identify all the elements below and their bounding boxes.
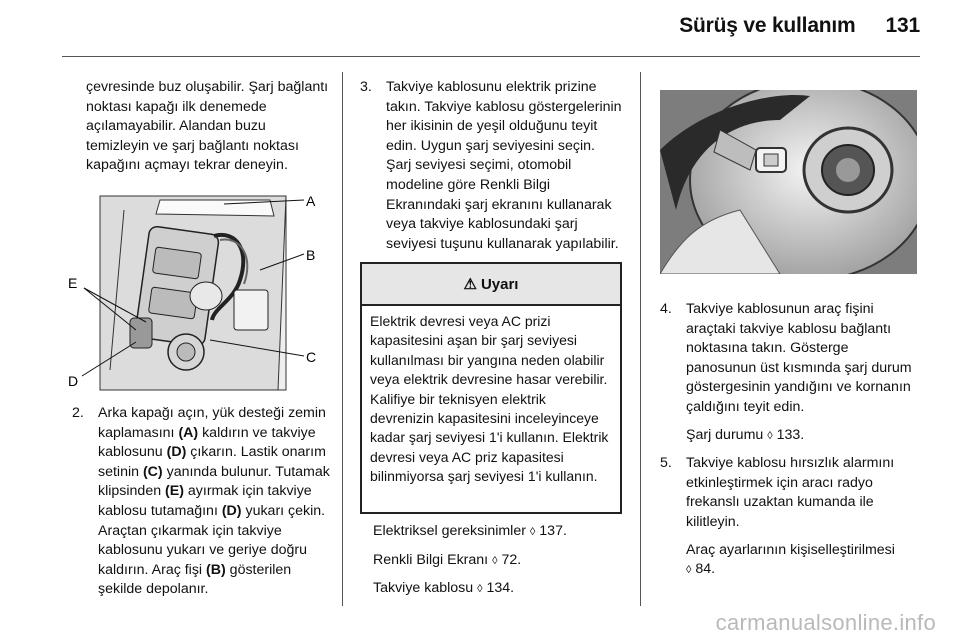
step-3 [360,78,622,254]
charge-cord-storage-illustration [64,190,330,396]
column-divider-1 [342,72,343,606]
header-rule [62,56,920,57]
column-3 [660,300,922,581]
page-ref-icon: ◊ [686,564,692,577]
column-1 [72,78,330,176]
section-title: Sürüş ve kullanım [679,14,856,37]
figure-label-c: C [306,349,317,365]
watermark: carmanualsonline.info [715,610,936,635]
ref-charge-cord[interactable]: Takviye kablosu ◊ 134. [373,580,515,597]
page-ref-icon: ◊ [767,429,773,442]
figure-label-b: B [306,247,316,263]
warning-header [362,264,620,306]
column-divider-2 [640,72,641,606]
ref-charge-status[interactable]: Şarj durumu ◊ 133. [686,426,805,443]
step-3-number: 3. [360,79,372,95]
page-header [679,14,920,38]
warning-text: Elektrik devresi veya AC prizi kapasitesini aşan bir şarj seviyesi kullanılması bir yangına neden olabilir veya elektrik devresine hasar verebilir. Kalifiye bir teknisyen elektrik devrenizin kapasitesini inceleyinceye kadar şarj seviyesi 1'i kullanın. Elektrik devresi veya AC priz kapasitesi bilinmiyorsa şarj seviyesi 1'i kullanın. [370,313,609,485]
warning-triangle-icon: ⚠ [463,276,477,293]
page-number: 131 [885,14,920,37]
step-5-text: Takviye kablosu hırsızlık alarmını etkinleştirmek için aracı radyo frekanslı uzaktan kumanda ile kilitleyin. [686,455,895,530]
cross-references [373,522,567,608]
charge-port-photo [660,90,917,274]
step-2-number: 2. [72,405,84,421]
step-4-text: Takviye kablosunun araç fişini araçtaki takviye kablosu bağlantı noktasına takın. Gösterge panosunun üst kısmında şarj durum göstergesinin yandığını ve kornanın çaldığını teyit edin. [686,301,912,415]
intro-paragraph: çevresinde buz oluşabilir. Şarj bağlantı noktası kapağı ilk denemede açılamayabilir. Alandan buzu temizleyin ve şarj bağlantı noktası kapağını açmayı tekrar deneyin. [86,79,329,174]
ref-color-info-display[interactable]: Renkli Bilgi Ekranı ◊ 72. [373,551,522,568]
page-ref-icon: ◊ [529,526,536,538]
figure-label-d: D [68,373,79,389]
ref-vehicle-personalization[interactable]: Araç ayarlarının kişiselleştirilmesi ◊ 84. [686,541,895,578]
step-2: 2. Arka kapağı açın, yük desteği zemin kaplamasını (A) kaldırın ve takviye kablosunu (D) çıkarın. Lastik onarım setinin (C) yanında bulunur. Tutamak klipsinden (E) ayırmak için takviye kablosu tutamağını (D) yukarı çekin. Araçtan çıkarmak için takviye kablosunu yukarı ve geriye doğru kaldırın. Araç fişi (B) gösterilen şekilde depolanır. [72,405,330,598]
step-3-text: Takviye kablosunu elektrik prizine takın. Takviye kablosu göstergelerinin her ikisinin de yeşil olduğunu teyit edin. Uygun şarj seviyesini seçin. Şarj seviyesi seçimi, otomobil modeline göre Renkli Bilgi Ekranındaki şarj ekranını kullanarak veya takviye kablosundaki şarj seviyesi tuşunu kullanarak yapılabilir. [386,79,622,252]
step-5-number: 5. [660,455,672,472]
warning-title: Uyarı [480,275,519,293]
page-ref-icon: ◊ [492,554,498,567]
step-4-number: 4. [660,301,672,317]
figure-label-e: E [68,275,78,291]
page-ref-icon: ◊ [477,583,483,596]
warning-box [360,262,622,514]
ref-electrical-requirements[interactable]: Elektriksel gereksinimler ◊ 137. [373,523,567,539]
figure-label-a: A [306,193,316,209]
